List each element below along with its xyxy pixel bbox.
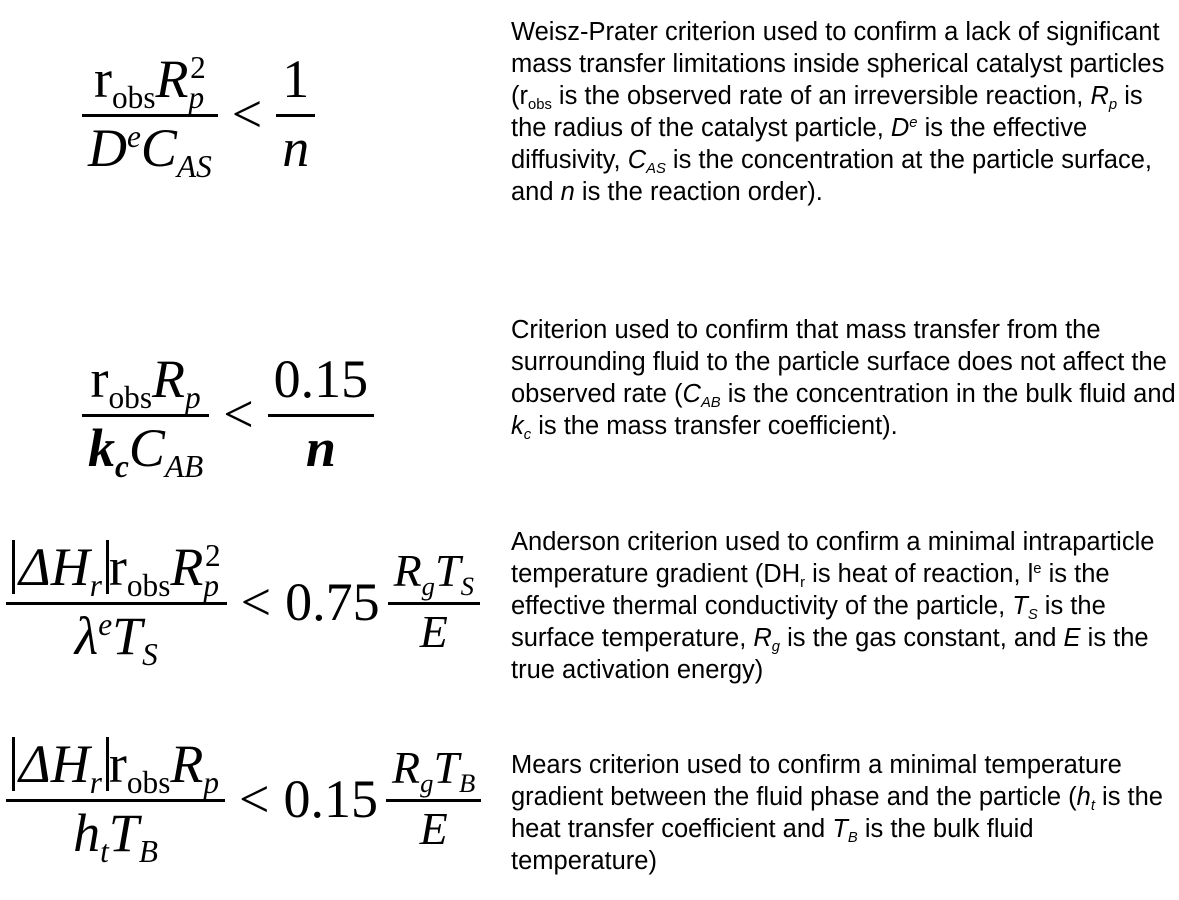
description-text-segment: Weisz-Prater criterion used to confirm a lack of significant mass transfer limitations inside spherical catalyst particles ( — [511, 18, 1165, 110]
description-text-segment: k — [511, 412, 524, 440]
description-text-segment: obs — [528, 97, 552, 114]
description-text-segment: AS — [646, 161, 666, 178]
mears-coefficient: 0.15 — [283, 768, 378, 829]
less-than-sign: < — [223, 383, 254, 444]
description-text-segment: T — [1012, 592, 1028, 620]
description-text-segment: r — [519, 82, 528, 110]
description-text-segment: e — [909, 115, 918, 132]
mears-fraction: $\frac{\Delta H_r r_{obs}R_p}{h_tT_B}$ — [6, 737, 225, 860]
weisz-prater-rhs: $\frac{1}{n}$ — [276, 52, 315, 175]
less-than-sign: < — [239, 768, 270, 829]
description-text-segment: e — [1033, 561, 1042, 578]
description-text-segment: is the bulk fluid temperature) — [511, 815, 1034, 875]
weisz-prater-fraction — [82, 49, 218, 184]
description-text-segment: h — [1076, 783, 1091, 811]
description-text-segment: Mears criterion used to confirm a minimal temperature gradient between the fluid phase and the particle ( — [511, 751, 1122, 811]
fraction-bar — [276, 114, 315, 117]
fraction-bar — [6, 799, 225, 802]
fraction-bar — [386, 799, 481, 802]
description-text-segment: C — [682, 380, 701, 408]
description-text-segment: Anderson criterion used to confirm a minimal intraparticle temperature gradient (DH — [511, 528, 1155, 588]
weisz-prater-description — [511, 16, 1179, 208]
fraction-bar — [6, 602, 227, 605]
description-text-segment: is the true activation energy) — [511, 624, 1149, 684]
description-text-segment: is the surface temperature, — [511, 592, 1106, 652]
mears-rhs: $\frac{R_gT_B}{E}$ — [386, 745, 481, 852]
anderson-rhs: $\frac{R_gT_S}{E}$ — [388, 548, 480, 655]
description-text-segment: is the concentration at the particle surface, and — [511, 146, 1153, 206]
description-text-segment: E — [1063, 624, 1081, 652]
description-text-segment: R — [753, 624, 772, 652]
description-text-segment: C — [627, 146, 647, 174]
description-text-segment: g — [771, 639, 781, 656]
description-text-segment: S — [1027, 607, 1038, 624]
less-than-sign: < — [231, 83, 263, 144]
mears-equation — [6, 734, 481, 869]
weisz-prater-equation — [82, 49, 315, 184]
description-text-segment: is the concentration in the bulk fluid and — [720, 380, 1176, 408]
description-text-segment: is the observed rate of an irreversible reaction, — [551, 82, 1091, 110]
fraction-bar — [388, 602, 480, 605]
external-mass-transfer-description — [511, 314, 1179, 442]
description-text-segment: B — [847, 830, 858, 847]
weisz-prater-denominator: $D^eC_{AS}$ — [88, 118, 212, 184]
description-text-segment: t — [1090, 798, 1095, 815]
external-mass-transfer-rhs: $\frac{0.15}{n}$ — [268, 352, 375, 475]
external-mass-transfer-equation — [82, 349, 374, 484]
description-text-segment: is the reaction order). — [574, 178, 823, 206]
description-text-segment: Criterion used to confirm that mass transfer from the surrounding fluid to the particle surface does not affect the observed rate ( — [511, 316, 1167, 408]
description-text-segment: R — [1090, 82, 1109, 110]
mears-description — [511, 749, 1179, 877]
description-text-segment: is the mass transfer coefficient). — [531, 412, 898, 440]
description-text-segment: AB — [700, 395, 721, 412]
description-text-segment: is the effective thermal conductivity of the particle, — [511, 560, 1110, 620]
description-text-segment: is the gas constant, and — [780, 624, 1064, 652]
less-than-sign: < — [240, 571, 272, 632]
description-text-segment: T — [832, 815, 848, 843]
anderson-coefficient: 0.75 — [285, 571, 380, 632]
external-mass-transfer-fraction: $\frac{r_{obs}R_p}{k_cC_{AB}}$ — [82, 352, 209, 475]
description-text-segment: is the radius of the catalyst particle, — [511, 82, 1143, 142]
anderson-fraction: $\frac{\Delta H_r r_{obs}R_p^2}{\lambda^eT_S}$ — [6, 540, 227, 663]
description-text-segment: is the heat transfer coefficient and — [511, 783, 1163, 843]
description-text-segment: c — [523, 427, 532, 444]
description-text-segment: is heat of reaction, l — [805, 560, 1034, 588]
description-text-segment: r — [800, 575, 806, 592]
fraction-bar — [268, 414, 375, 417]
description-text-segment: n — [560, 178, 575, 206]
weisz-prater-numerator: $r_{obs}R_p^2$ — [94, 49, 206, 115]
description-text-segment: p — [1108, 97, 1118, 114]
description-text-segment: D — [890, 114, 910, 142]
description-text-segment: is the effective diffusivity, — [511, 114, 1088, 174]
anderson-description — [511, 526, 1179, 686]
anderson-equation — [6, 537, 480, 672]
